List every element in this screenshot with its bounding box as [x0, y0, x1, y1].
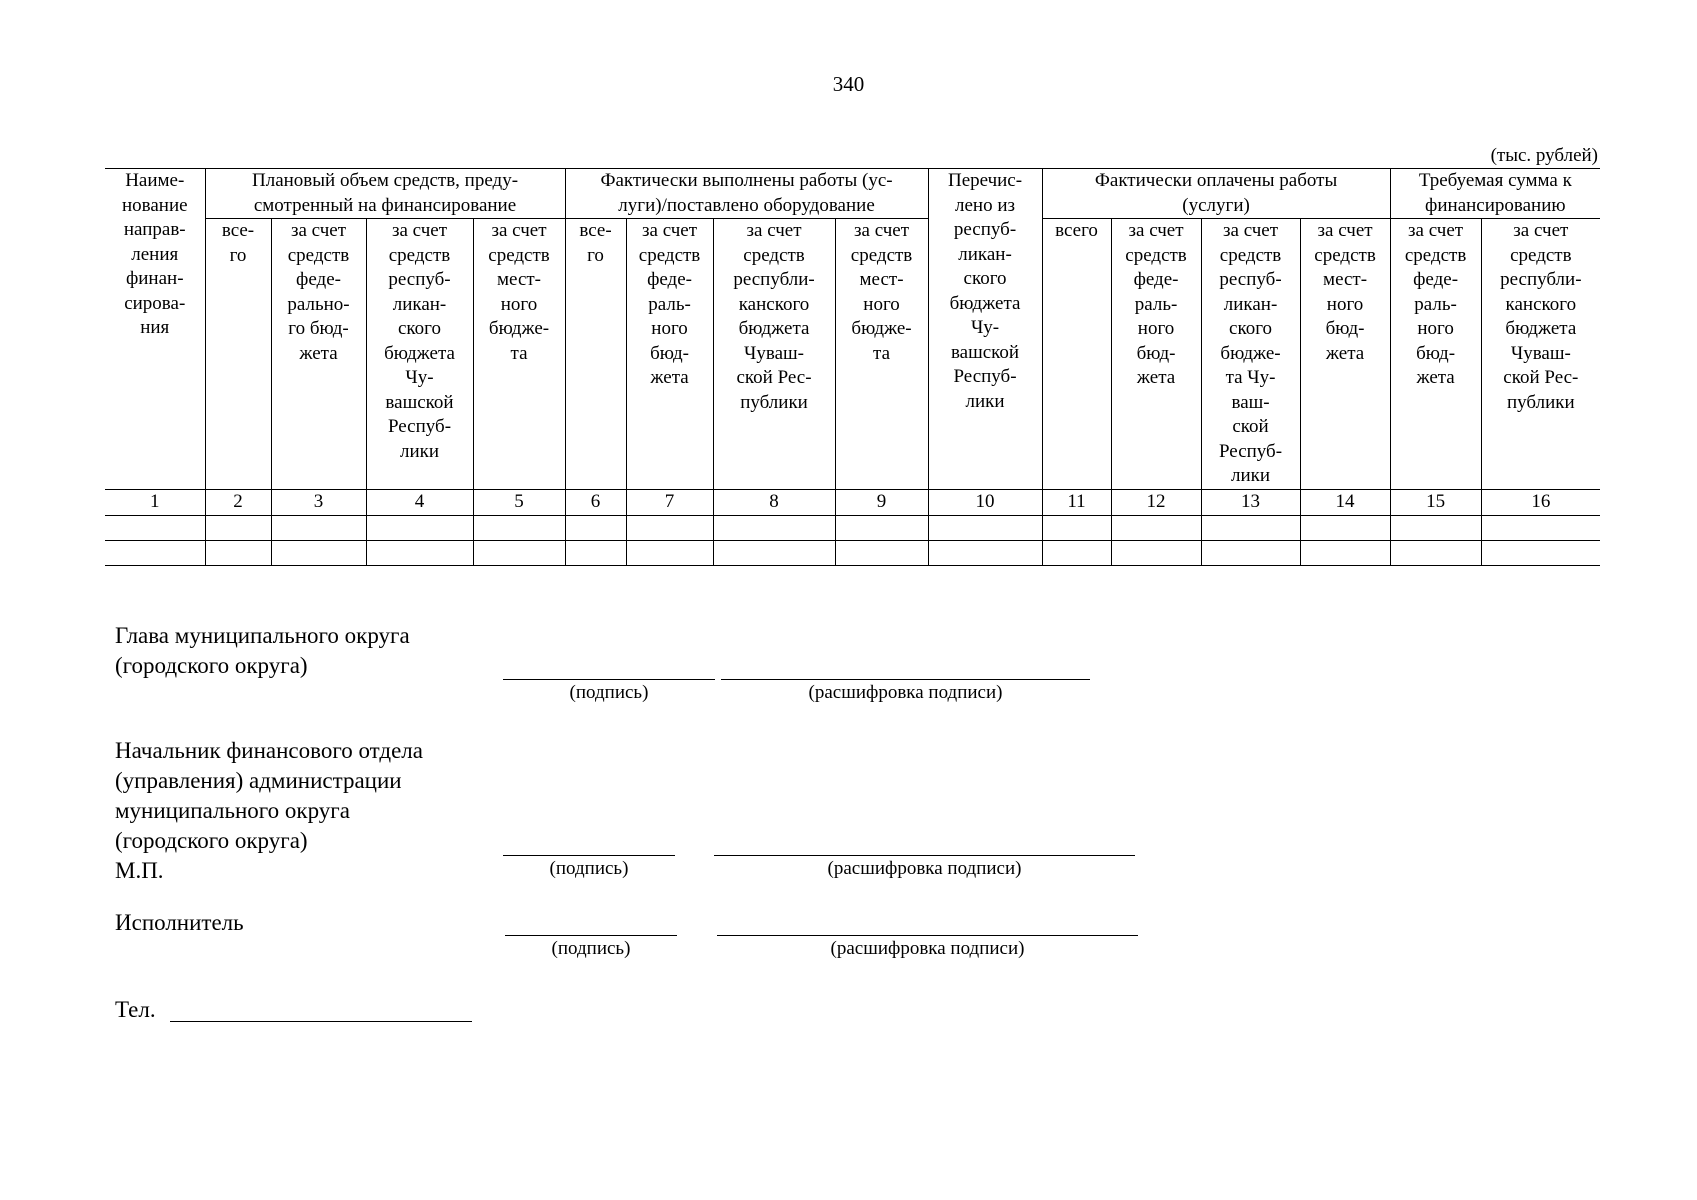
table-cell[interactable]	[565, 540, 626, 565]
table-cell[interactable]	[1111, 540, 1201, 565]
header-sub-15: за счет средств феде- раль- ного бюд- жета	[1390, 219, 1481, 490]
header-planned: Плановый объем средств, преду- смотренный на финансирование	[205, 169, 565, 219]
table-row	[105, 540, 1600, 565]
table-cell[interactable]	[271, 515, 366, 540]
finance-decode-line[interactable]	[714, 855, 1135, 856]
units-label: (тыс. рублей)	[1490, 145, 1598, 166]
table-cell[interactable]	[366, 515, 473, 540]
table-cell[interactable]	[1390, 540, 1481, 565]
column-number: 13	[1201, 490, 1300, 516]
table-cell[interactable]	[835, 540, 928, 565]
executor-decode-caption: (расшифровка подписи)	[830, 938, 1025, 959]
column-number: 8	[713, 490, 835, 516]
column-number-row	[105, 490, 1600, 516]
header-sub-3: за счет средств феде- рально- го бюд- жета	[271, 219, 366, 490]
table-cell[interactable]	[928, 540, 1042, 565]
column-number: 14	[1300, 490, 1390, 516]
head-sign-caption: (подпись)	[569, 682, 649, 703]
table-cell[interactable]	[1481, 515, 1600, 540]
table-cell[interactable]	[1300, 540, 1390, 565]
finance-sign-caption: (подпись)	[549, 858, 629, 879]
table-cell[interactable]	[473, 540, 565, 565]
table-cell[interactable]	[1390, 515, 1481, 540]
table-cell[interactable]	[835, 515, 928, 540]
column-number: 16	[1481, 490, 1600, 516]
head-title: Глава муниципального округа (городского округа)	[115, 623, 410, 678]
table-cell[interactable]	[1111, 515, 1201, 540]
column-number: 1	[105, 490, 205, 516]
table-cell[interactable]	[626, 540, 713, 565]
table-cell[interactable]	[1201, 540, 1300, 565]
executor-sign-caption: (подпись)	[551, 938, 631, 959]
header-direction: Наиме- нование направ- ления финан- сирова- ния	[105, 169, 205, 490]
header-sub-2: все- го	[205, 219, 271, 490]
finance-sign-line[interactable]	[503, 855, 675, 856]
executor-title: Исполнитель	[115, 910, 244, 935]
executor-decode-line[interactable]	[717, 935, 1138, 936]
table-cell[interactable]	[271, 540, 366, 565]
column-number: 6	[565, 490, 626, 516]
column-number: 15	[1390, 490, 1481, 516]
finance-decode-caption: (расшифровка подписи)	[827, 858, 1022, 879]
table-row	[105, 515, 1600, 540]
head-decode-line[interactable]	[721, 679, 1090, 680]
header-sub-12: за счет средств феде- раль- ного бюд- жета	[1111, 219, 1201, 490]
table-cell[interactable]	[205, 515, 271, 540]
header-transferred: Перечис- лено из респуб- ликан- ского бюджета Чу- вашской Респуб- лики	[928, 169, 1042, 490]
table-cell[interactable]	[565, 515, 626, 540]
table-cell[interactable]	[473, 515, 565, 540]
table-cell[interactable]	[1042, 540, 1111, 565]
header-sub-6: все- го	[565, 219, 626, 490]
column-number: 2	[205, 490, 271, 516]
column-number: 11	[1042, 490, 1111, 516]
table-cell[interactable]	[205, 540, 271, 565]
table-cell[interactable]	[1481, 540, 1600, 565]
header-sub-5: за счет средств мест- ного бюдже- та	[473, 219, 565, 490]
header-sub-4: за счет средств респуб- ликан- ского бюджета Чу- вашской Респуб- лики	[366, 219, 473, 490]
head-decode-caption: (расшифровка подписи)	[808, 682, 1003, 703]
table-cell[interactable]	[105, 540, 205, 565]
header-sub-9: за счет средств мест- ного бюдже- та	[835, 219, 928, 490]
table-cell[interactable]	[713, 540, 835, 565]
table-cell[interactable]	[626, 515, 713, 540]
header-sub-11: всего	[1042, 219, 1111, 490]
table-cell[interactable]	[928, 515, 1042, 540]
header-sub-16: за счет средств республи- канского бюджета Чуваш- ской Рес- публики	[1481, 219, 1600, 490]
phone-label: Тел.	[115, 997, 156, 1022]
head-sign-line[interactable]	[503, 679, 715, 680]
table-cell[interactable]	[713, 515, 835, 540]
column-number: 9	[835, 490, 928, 516]
table-cell[interactable]	[1201, 515, 1300, 540]
table-cell[interactable]	[1300, 515, 1390, 540]
header-sub-8: за счет средств республи- канского бюджета Чуваш- ской Рес- публики	[713, 219, 835, 490]
header-sub-7: за счет средств феде- раль- ного бюд- жета	[626, 219, 713, 490]
column-number: 7	[626, 490, 713, 516]
executor-sign-line[interactable]	[505, 935, 677, 936]
header-performed: Фактически выполнены работы (ус- луги)/поставлено оборудование	[565, 169, 928, 219]
finance-title: Начальник финансового отдела (управления) администрации муниципального округа (городского округа) М.П.	[115, 738, 423, 883]
phone-line[interactable]	[170, 1021, 472, 1022]
table-cell[interactable]	[105, 515, 205, 540]
column-number: 4	[366, 490, 473, 516]
header-paid: Фактически оплачены работы (услуги)	[1042, 169, 1390, 219]
column-number: 5	[473, 490, 565, 516]
page-number: 340	[832, 72, 865, 96]
column-number: 12	[1111, 490, 1201, 516]
header-sub-13: за счет средств респуб- ликан- ского бюдже- та Чу- ваш- ской Респуб- лики	[1201, 219, 1300, 490]
header-sub-14: за счет средств мест- ного бюд- жета	[1300, 219, 1390, 490]
column-number: 3	[271, 490, 366, 516]
table-cell[interactable]	[366, 540, 473, 565]
financing-table	[105, 168, 1600, 566]
header-required: Требуемая сумма к финансированию	[1390, 169, 1600, 219]
column-number: 10	[928, 490, 1042, 516]
table-cell[interactable]	[1042, 515, 1111, 540]
